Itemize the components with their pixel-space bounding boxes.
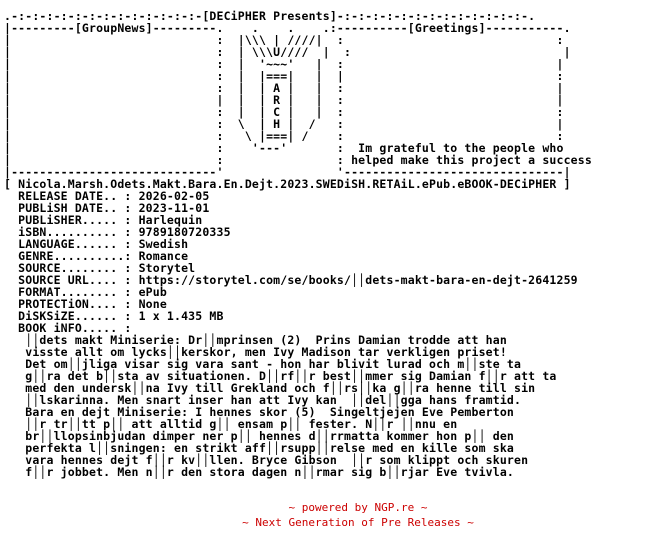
nfo-line: ││dets makt Miniserie: Dr││mprinsen (2) Prins Damian trodde att han [4,333,507,347]
nfo-line: br││llopsinbjudan dimper ner p││ hennes d││rrmatta kommer hon p││ den [4,429,515,443]
nfo-line: vara hennes dejt f││r kv││llen. Bryce Gibson ││r som klippt och skuren [4,453,529,467]
nfo-line: ││r tr││tt p││ att alltid g││ ensam p││ fester. N││r ││nnu en [4,417,458,431]
nfo-line: perfekta l││sningen: en strikt aff││rsupp││relse med en kille som ska [4,441,515,455]
nfo-line: SOURCE........ : Storytel [4,261,196,275]
nfo-line: g││ra det b││sta av situationen. D││rf││r best││mmer sig Damian f││r att ta [4,369,557,383]
nfo-line: iSBN.......... : 9789180720335 [4,225,231,239]
nfo-line: | : \ | H | / : | [4,117,564,131]
nfo-line: | : : helped make this project a success [4,153,592,167]
nfo-line: |-----------------------------' '-------------------------------| [4,165,571,179]
nfo-line: | : '---' : Im grateful to the people who [4,141,564,155]
nfo-line: [ Nicola.Marsh.Odets.Makt.Bara.En.Dejt.2023.SWEDiSH.RETAiL.ePub.eBOOK-DECiPHER ] [4,177,571,191]
nfo-line: | : | \\\U//// | : | [4,45,571,59]
nfo-text-block [4,10,592,478]
nfo-line: DiSKSiZE...... : 1 x 1.435 MB [4,309,224,323]
nfo-line: GENRE..........: Romance [4,249,189,263]
nfo-line: |---------[GroupNews]---------. . . .:----------[Greetings]-----------. [4,21,571,35]
powered-by-text: ~ powered by NGP.re ~ [288,501,428,514]
nfo-line: ││lskarinna. Men snart inser han att Ivy kan ││del││gga hans framtid. [4,393,522,407]
nfo-line: | : | | C | | : : [4,105,564,119]
footer [0,500,656,530]
nfo-line: FORMAT........ : ePub [4,285,167,299]
nfo-line: | : | '~~~' | : | [4,57,564,71]
nfo-line: | : | |===| | | : [4,69,564,83]
nfo-line: LANGUAGE...... : Swedish [4,237,189,251]
tagline-text: ~ Next Generation of Pre Releases ~ [242,516,474,529]
nfo-line: Bara en dejt Miniserie: I hennes skor (5) Singeltjejen Eve Pemberton [4,405,515,419]
nfo-line: Det om││jliga visar sig vara sant - hon har blivit lurad och m││ste ta [4,357,522,371]
nfo-line: PUBLiSH DATE.. : 2023-11-01 [4,201,210,215]
nfo-line: | : \ |===| / : : [4,129,564,143]
nfo-line: f││r jobbet. Men n││r den stora dagen n││rmar sig b││rjar Eve tvivla. [4,465,515,479]
nfo-line: | : | | A | | : | [4,81,564,95]
nfo-line: PROTECTiON.... : None [4,297,167,311]
nfo-line: visste allt om lycks││kerskor, men Ivy Madison tar verkligen priset! [4,345,507,359]
nfo-line: RELEASE DATE.. : 2026-02-05 [4,189,210,203]
nfo-line: BOOK iNFO..... : [4,321,132,335]
nfo-line: | | | | R | | : | [4,93,564,107]
nfo-line: med den undersk││na Ivy till Grekland och f││rs││ka g││ra henne till sin [4,381,536,395]
nfo-line: SOURCE URL.... : https://storytel.com/se/books/││dets-makt-bara-en-dejt-2641259 [4,273,578,287]
nfo-line: | : |\\\ | ////| : : [4,33,564,47]
nfo-line: PUBLiSHER..... : Harlequin [4,213,203,227]
nfo-line: .-:-:-:-:-:-:-:-:-:-:-:-:-:-[DECiPHER Presents]-:-:-:-:-:-:-:-:-:-:-:-:-:-. [4,9,536,23]
